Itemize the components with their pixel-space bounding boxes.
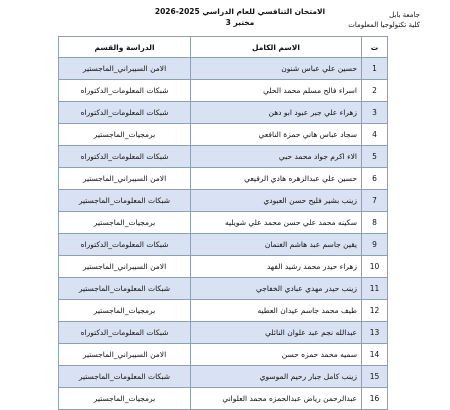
table-row bbox=[59, 256, 388, 278]
table-header-row bbox=[59, 37, 388, 58]
row-number: 5 bbox=[362, 146, 388, 168]
table-row bbox=[59, 234, 388, 256]
table-row bbox=[59, 58, 388, 80]
study-department: شبكات المعلومات_الدكتوراه bbox=[59, 102, 191, 124]
study-department: شبكات المعلومات_الدكتوراه bbox=[59, 80, 191, 102]
row-number: 14 bbox=[362, 344, 388, 366]
study-department: برمجيات_الماجستير bbox=[59, 124, 191, 146]
table-row bbox=[59, 366, 388, 388]
student-name: عبدالله نجم عبد علوان النائلي bbox=[191, 322, 362, 344]
student-name: سجاد عباس هاني حمزة النافعي bbox=[191, 124, 362, 146]
student-name: حسين علي عباس شنون bbox=[191, 58, 362, 80]
row-number: 8 bbox=[362, 212, 388, 234]
study-department: برمجيات_الماجستير bbox=[59, 388, 191, 410]
table-row bbox=[59, 300, 388, 322]
table-row bbox=[59, 124, 388, 146]
row-number: 3 bbox=[362, 102, 388, 124]
table-row bbox=[59, 80, 388, 102]
table-row bbox=[59, 322, 388, 344]
column-header-name: الاسم الكامل bbox=[191, 37, 362, 58]
table-row bbox=[59, 190, 388, 212]
exam-header bbox=[150, 6, 330, 28]
column-header-number: ت bbox=[362, 37, 388, 58]
study-department: برمجيات_الماجستير bbox=[59, 300, 191, 322]
student-name: زينب حيدر مهدي عبادي الخفاجي bbox=[191, 278, 362, 300]
row-number: 12 bbox=[362, 300, 388, 322]
row-number: 7 bbox=[362, 190, 388, 212]
study-department: الامن السيبراني_الماجستير bbox=[59, 344, 191, 366]
row-number: 4 bbox=[362, 124, 388, 146]
students-table bbox=[58, 36, 388, 410]
table-row bbox=[59, 168, 388, 190]
student-name: زينب بشير فليح حسن العبودي bbox=[191, 190, 362, 212]
student-name: زينب كامل جبار رحيم الموسوي bbox=[191, 366, 362, 388]
row-number: 16 bbox=[362, 388, 388, 410]
study-department: شبكات المعلومات_الماجستير bbox=[59, 366, 191, 388]
student-name: زهراء حيدر محمد رشيد الفهد bbox=[191, 256, 362, 278]
student-name: حسين علي عبدالزهره هادي الرفيعي bbox=[191, 168, 362, 190]
student-name: زهراء علي جبر عبود ابو دهن bbox=[191, 102, 362, 124]
column-header-department: الدراسة والقسم bbox=[59, 37, 191, 58]
university-name: جامعة بابل bbox=[389, 11, 420, 19]
exam-title: الامتحان التنافسي للعام الدراسي 2025-2026 bbox=[154, 7, 326, 16]
table-row bbox=[59, 344, 388, 366]
table-body bbox=[59, 58, 388, 410]
college-name: كلية تكنولوجيا المعلومات bbox=[348, 21, 420, 29]
student-name: الاء اكرم جواد محمد حبي bbox=[191, 146, 362, 168]
table-row bbox=[59, 102, 388, 124]
student-name: سميه محمد حمزه حسن bbox=[191, 344, 362, 366]
study-department: الامن السيبراني_الماجستير bbox=[59, 58, 191, 80]
student-name: يقين جاسم عبد هاشم الغنمان bbox=[191, 234, 362, 256]
hall-name: مختبر 3 bbox=[225, 18, 255, 27]
row-number: 13 bbox=[362, 322, 388, 344]
study-department: شبكات المعلومات_الدكتوراه bbox=[59, 322, 191, 344]
study-department: شبكات المعلومات_الماجستير bbox=[59, 190, 191, 212]
row-number: 15 bbox=[362, 366, 388, 388]
table-row bbox=[59, 212, 388, 234]
study-department: الامن السيبراني_الماجستير bbox=[59, 256, 191, 278]
row-number: 6 bbox=[362, 168, 388, 190]
row-number: 2 bbox=[362, 80, 388, 102]
student-name: عبدالرحمن رياض عبدالحمزه محمد العلواني bbox=[191, 388, 362, 410]
table-row bbox=[59, 388, 388, 410]
table-row bbox=[59, 146, 388, 168]
row-number: 10 bbox=[362, 256, 388, 278]
row-number: 1 bbox=[362, 58, 388, 80]
student-name: اسراء فالح مسلم محمد الحلي bbox=[191, 80, 362, 102]
row-number: 11 bbox=[362, 278, 388, 300]
study-department: برمجيات_الماجستير bbox=[59, 212, 191, 234]
study-department: شبكات المعلومات_الدكتوراه bbox=[59, 146, 191, 168]
institution-header bbox=[348, 10, 420, 30]
student-name: طيف محمد جاسم عيدان العطيه bbox=[191, 300, 362, 322]
study-department: شبكات المعلومات_الماجستير bbox=[59, 278, 191, 300]
row-number: 9 bbox=[362, 234, 388, 256]
study-department: شبكات المعلومات_الدكتوراه bbox=[59, 234, 191, 256]
table-row bbox=[59, 278, 388, 300]
study-department: الامن السيبراني_الماجستير bbox=[59, 168, 191, 190]
student-name: سكينه محمد علي حسن محمد علي شويليه bbox=[191, 212, 362, 234]
